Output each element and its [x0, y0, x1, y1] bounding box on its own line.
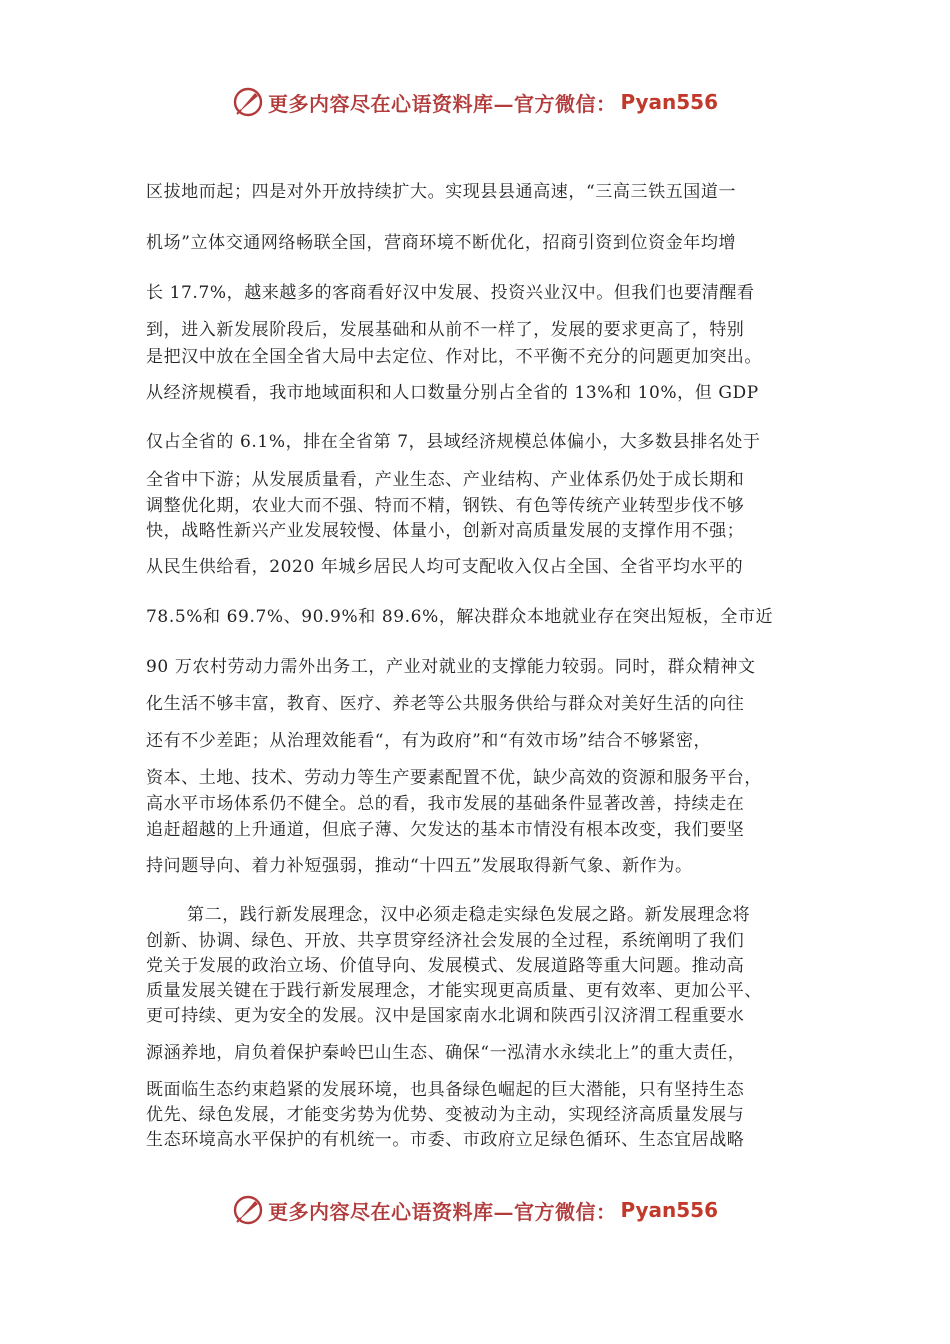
text-line: 持问题导向、着力补短强弱，推动“十四五”发展取得新气象、新作为。 — [146, 856, 693, 876]
text-line: 质量发展关键在于践行新发展理念，才能实现更高质量、更有效率、更加公平、 — [146, 981, 762, 1001]
text-line: 到，进入新发展阶段后，发展基础和从前不一样了，发展的要求更高了，特别 — [146, 320, 745, 340]
text-line: 追赶超越的上升通道，但底子薄、欠发达的基本市情没有根本改变，我们要坚 — [146, 820, 745, 840]
quill-pen-logo-icon — [232, 1194, 264, 1226]
text-line: 优先、绿色发展，才能变劣势为优势、变被动为主动，实现经济高质量发展与 — [146, 1105, 745, 1125]
header-wechat-id: Pyan556 — [620, 90, 719, 114]
text-line: 还有不少差距；从治理效能看“，有为政府”和“有效市场”结合不够紧密， — [146, 731, 712, 751]
header-banner — [0, 82, 950, 122]
text-line: 从经济规模看，我市地域面积和人口数量分别占全省的 13%和 10%，但 GDP — [146, 383, 759, 403]
text-line: 党关于发展的政治立场、价值导向、发展模式、发展道路等重大问题。推动高 — [146, 956, 745, 976]
footer-banner-text: 更多内容尽在心语资料库—官方微信： — [267, 1199, 617, 1224]
text-line: 区拔地而起；四是对外开放持续扩大。实现县县通高速，“三高三铁五国道一 — [146, 182, 737, 202]
text-line: 90 万农村劳动力需外出务工，产业对就业的支撑能力较弱。同时，群众精神文 — [146, 657, 756, 677]
text-line: 调整优化期，农业大而不强、特而不精，钢铁、有色等传统产业转型步伐不够 — [146, 496, 745, 516]
text-line: 机场”立体交通网络畅联全国，营商环境不断优化，招商引资到位资金年均增 — [146, 233, 737, 253]
header-banner-text: 更多内容尽在心语资料库—官方微信： — [267, 91, 617, 116]
footer-wechat-id: Pyan556 — [620, 1198, 719, 1222]
text-line: 化生活不够丰富，教育、医疗、养老等公共服务供给与群众对美好生活的向往 — [146, 694, 745, 714]
footer-banner — [0, 1190, 950, 1230]
text-line: 78.5%和 69.7%、90.9%和 89.6%，解决群众本地就业存在突出短板，全市近 — [146, 607, 774, 627]
text-line: 源涵养地，肩负着保护秦岭巴山生态、确保“一泓清水永续北上”的重大责任， — [146, 1043, 746, 1063]
text-line: 快，战略性新兴产业发展较慢、体量小，创新对高质量发展的支撑作用不强； — [146, 521, 745, 541]
text-line: 既面临生态约束趋紧的发展环境，也具备绿色崛起的巨大潜能，只有坚持生态 — [146, 1080, 745, 1100]
quill-pen-logo-icon — [232, 86, 264, 118]
text-line: 生态环境高水平保护的有机统一。市委、市政府立足绿色循环、生态宜居战略 — [146, 1130, 745, 1150]
text-line: 仅占全省的 6.1%，排在全省第 7，县域经济规模总体偏小，大多数县排名处于 — [146, 432, 761, 452]
text-line: 从民生供给看，2020 年城乡居民人均可支配收入仅占全国、全省平均水平的 — [146, 557, 744, 577]
text-line: 资本、土地、技术、劳动力等生产要素配置不优，缺少高效的资源和服务平台， — [146, 768, 762, 788]
text-line: 长 17.7%，越来越多的客商看好汉中发展、投资兴业汉中。但我们也要清醒看 — [146, 283, 755, 303]
paragraph-first-line: 第二，践行新发展理念，汉中必须走稳走实绿色发展之路。新发展理念将 — [187, 905, 751, 925]
text-line: 创新、协调、绿色、开放、共享贯穿经济社会发展的全过程，系统阐明了我们 — [146, 931, 745, 951]
text-line: 高水平市场体系仍不健全。总的看，我市发展的基础条件显著改善，持续走在 — [146, 794, 745, 814]
text-line: 全省中下游；从发展质量看，产业生态、产业结构、产业体系仍处于成长期和 — [146, 470, 745, 490]
text-line: 更可持续、更为安全的发展。汉中是国家南水北调和陕西引汉济渭工程重要水 — [146, 1006, 745, 1026]
text-line: 是把汉中放在全国全省大局中去定位、作对比，不平衡不充分的问题更加突出。 — [146, 347, 762, 367]
